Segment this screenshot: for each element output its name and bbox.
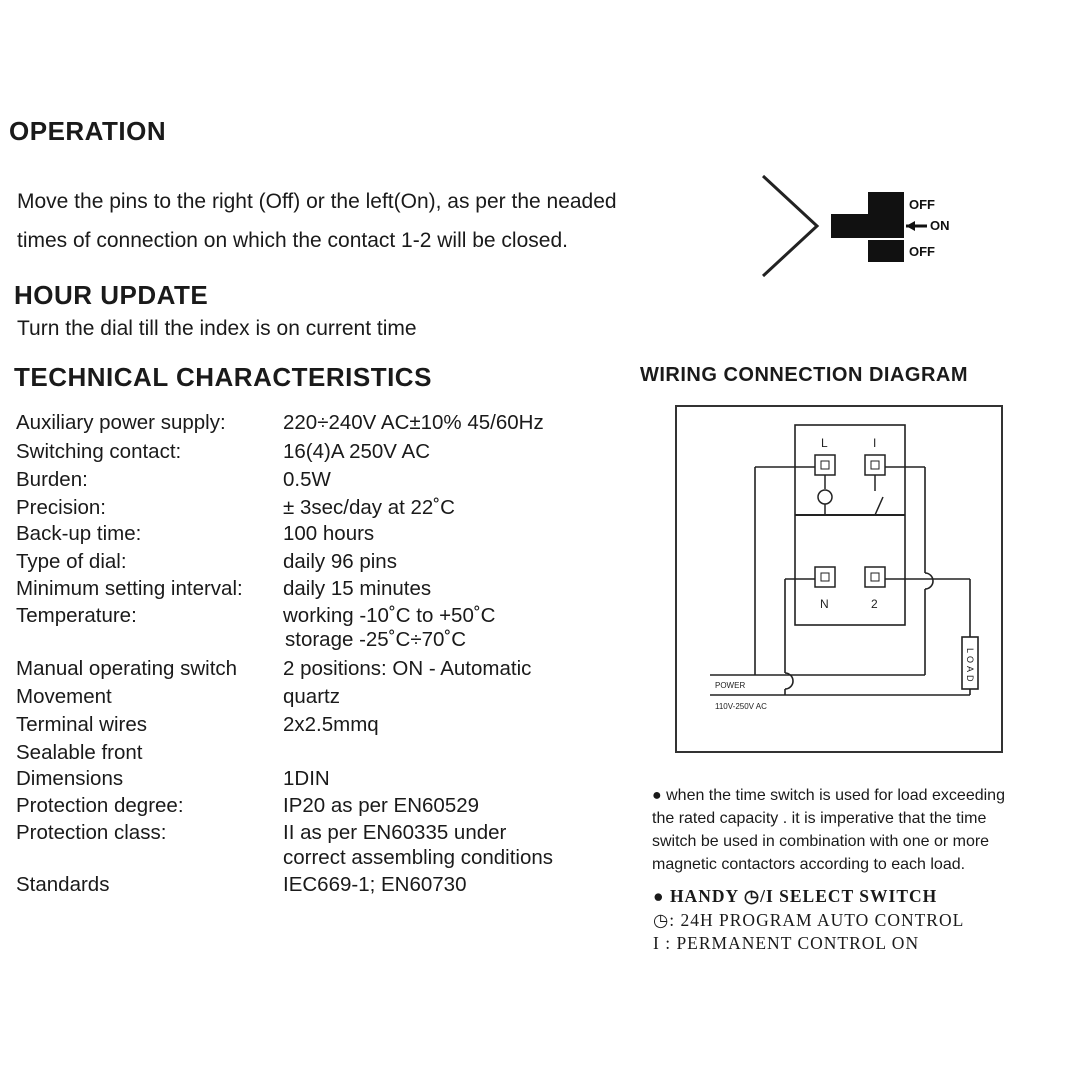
terminal-label-L: L [821,436,828,450]
terminal-L [815,455,835,475]
switch-label-off-bottom: OFF [909,244,935,259]
switch-label-on: ON [930,218,950,233]
spec-label: Protection degree: [16,794,184,817]
spec-label: Switching contact: [16,440,182,463]
warning-note-line: ● when the time switch is used for load exceeding [652,787,1005,804]
spec-value: 220÷240V AC±10% 45/60Hz [283,411,544,434]
spec-label: Burden: [16,468,88,491]
spec-value: 1DIN [283,767,330,790]
spec-value-continued: storage -25˚C÷70˚C [285,628,467,651]
bracket-icon [763,176,817,276]
terminal-1 [865,455,885,475]
hour-update-text: Turn the dial till the index is on current time [17,317,417,340]
warning-note-line: switch be used in combination with one or more [652,833,990,850]
spec-label: Temperature: [16,604,137,627]
warning-note-line: magnetic contactors according to each load. [652,856,966,873]
operation-text-line-2: times of connection on which the contact 1-2 will be closed. [17,229,568,252]
pin-switch-illustration [755,170,955,282]
arrow-head-icon [906,221,915,231]
spec-value: daily 96 pins [283,550,397,573]
spec-label: Terminal wires [16,713,147,736]
handy-switch-permanent: I : PERMANENT CONTROL ON [653,933,920,953]
operation-text-line-1: Move the pins to the right (Off) or the left(On), as per the neaded [17,190,617,213]
spec-value: II as per EN60335 under [283,821,507,844]
terminal-label-N: N [820,597,829,611]
motor-icon [818,490,832,504]
switch-body-bottom [868,240,904,262]
switch-label-off-top: OFF [909,197,935,212]
device-body [795,425,905,625]
spec-value: IP20 as per EN60529 [283,794,480,817]
wire-crossover-top [925,573,933,589]
handy-switch-title: ● HANDY ◷/I SELECT SWITCH [653,886,938,906]
spec-value: 100 hours [283,522,375,545]
spec-value: IEC669-1; EN60730 [283,873,467,896]
spec-label: Auxiliary power supply: [16,411,226,434]
spec-value: quartz [283,685,340,708]
wiring-diagram-heading: WIRING CONNECTION DIAGRAM [640,364,969,386]
power-range-label: 110V-250V AC [715,702,767,711]
spec-label: Standards [16,873,110,896]
spec-label: Sealable front [16,741,143,764]
spec-value: ± 3sec/day at 22˚C [283,496,455,519]
spec-label: Protection class: [16,821,167,844]
warning-note-line: the rated capacity . it is imperative that the time [652,810,987,827]
switch-pin-on [831,214,904,238]
terminal-N [815,567,835,587]
spec-value-continued: correct assembling conditions [283,846,554,869]
power-label: POWER [715,681,746,690]
spec-label: Precision: [16,496,107,519]
handy-switch-auto: ◷: 24H PROGRAM AUTO CONTROL [653,910,965,930]
spec-value: 0.5W [283,468,331,491]
spec-value: working -10˚C to +50˚C [283,604,496,627]
spec-value: 16(4)A 250V AC [283,440,431,463]
spec-value: 2 positions: ON - Automatic [283,657,532,680]
wiring-diagram [675,405,1005,755]
spec-label: Minimum setting interval: [16,577,243,600]
spec-label: Type of dial: [16,550,127,573]
terminal-label-1: I [873,436,877,450]
spec-label: Movement [16,685,112,708]
terminal-label-2: 2 [871,597,878,611]
spec-value: 2x2.5mmq [283,713,379,736]
operation-heading: OPERATION [9,116,167,146]
load-label: LOAD [965,648,975,685]
hour-update-heading: HOUR UPDATE [14,280,209,310]
switch-body-top [868,192,904,214]
terminal-2 [865,567,885,587]
spec-value: daily 15 minutes [283,577,432,600]
technical-heading: TECHNICAL CHARACTERISTICS [14,362,432,392]
spec-label: Dimensions [16,767,124,790]
contact-switch-icon [875,497,883,515]
spec-label: Back-up time: [16,522,142,545]
spec-label: Manual operating switch [16,657,238,680]
